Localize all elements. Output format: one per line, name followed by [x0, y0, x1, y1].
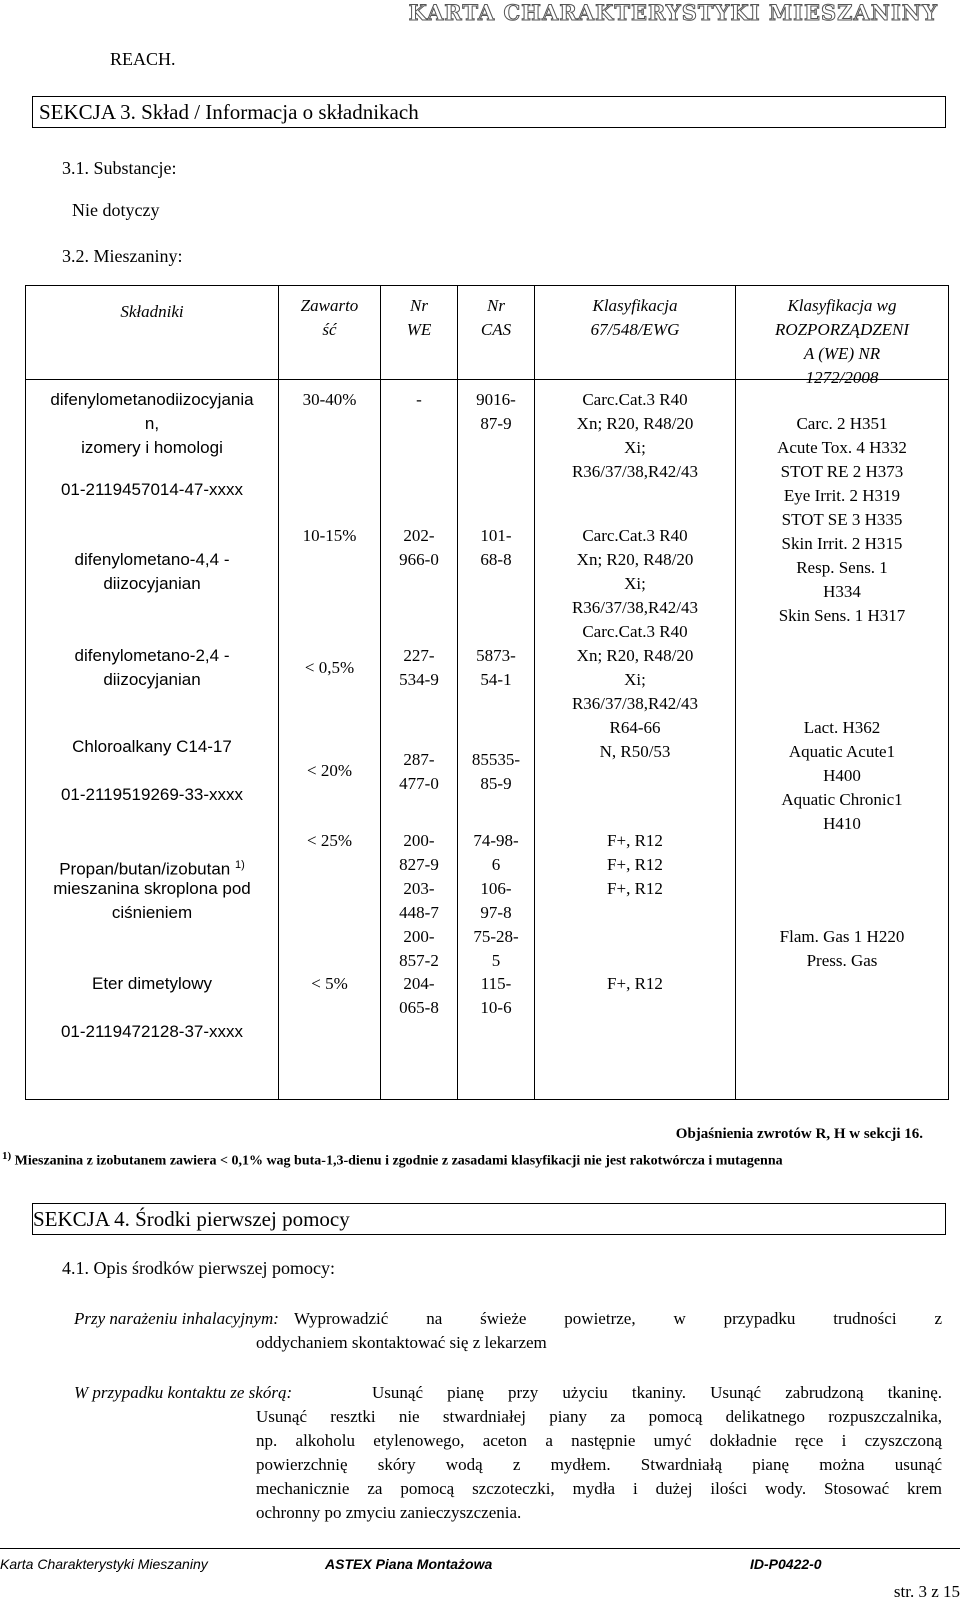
table-body-row	[26, 380, 949, 1100]
skin-contact-text-line-4: powierzchnię skóry wodą z mydłem. Stwardniałą pianę można usunąć	[256, 1455, 942, 1474]
component-6-registration: 01-2119472128-37-xxxx	[60, 1022, 244, 1041]
table-header-row	[26, 286, 949, 380]
footer-document-type: Karta Charakterystyki Mieszaniny	[0, 1556, 208, 1572]
component-4-name: Chloroalkany C14-17	[72, 737, 232, 756]
subsection-4-1-title: 4.1. Opis środków pierwszej pomocy:	[62, 1258, 335, 1278]
component-3-name: difenylometano-2,4 -	[74, 646, 230, 665]
subsection-3-1-title: 3.1. Substancje:	[62, 158, 177, 178]
column-skladniki: difenylometanodiizocyjania n, izomery i homologi 01-2119457014-47-xxxx difenylometano-4,4 - diizocyjanian difenylometano-2,4 - diizocyjanian Chloroalkany C14-17 01-2119519269-33-xxxx Propan/butan/izobutan $^{1)}$ mieszanina skroplona pod ciśnieniem Eter dimetylowy 01-2119472128-37-xxxx	[26, 380, 279, 1100]
footnote-number: 1)	[2, 1150, 12, 1162]
footnote-marker: 1)	[235, 859, 245, 871]
footnote-text: Mieszanina z izobutanem zawiera < 0,1% wag buta-1,3-dienu i zgodnie z zasadami klasyfikacji nie jest rakotwórcza i mutagenna	[14, 1153, 783, 1169]
document-header-title: KARTA CHARAKTERYSTYKI MIESZANINY	[408, 0, 938, 25]
composition-table	[25, 285, 949, 1100]
component-5-name: Propan/butan/izobutan $^{1)}$	[59, 859, 245, 879]
header-klasyfikacja-1272: Klasyfikacja wg ROZPORZĄDZENI A (WE) NR 1272/2008	[736, 286, 949, 380]
column-nr-cas: 9016- 87-9 101- 68-8 5873- 54-1 85535- 85-9 74-98- 6 106- 97-8 75-28- 5 115- 10-6	[458, 380, 535, 1100]
section-4-title: SEKCJA 4. Środki pierwszej pomocy	[33, 1206, 350, 1231]
column-klasyfikacja-1272: Carc. 2 H351 Acute Tox. 4 H332 STOT RE 2 H373 Eye Irrit. 2 H319 STOT SE 3 H335 Skin Irrit. 2 H315 Resp. Sens. 1 H334 Skin Sens. 1 H317 Lact. H362 Aquatic Acute1 H400 Aquatic Chronic1 H410 Flam. Gas 1 H220 Press. Gas	[736, 380, 949, 1100]
skin-contact-text-line-6: ochronny po zmyciu zanieczyszczenia.	[256, 1503, 522, 1522]
header-skladniki: Składniki	[26, 286, 279, 380]
content-value: 10-15%	[302, 526, 357, 545]
content-value: < 0,5%	[304, 658, 355, 677]
header-klasyfikacja-67: Klasyfikacja 67/548/EWG	[535, 286, 736, 380]
content-value: < 25%	[307, 831, 352, 850]
column-zawartosc	[279, 380, 381, 1100]
header-nr-we: Nr WE	[381, 286, 458, 380]
inhalation-text-line-2: oddychaniem skontaktować się z lekarzem	[256, 1333, 547, 1352]
content-value: < 20%	[307, 761, 352, 780]
subsection-3-2-title: 3.2. Mieszaniny:	[62, 246, 183, 266]
footer-product-name: ASTEX Piana Montażowa	[325, 1556, 493, 1572]
r-h-explanation-note: Objaśnienia zwrotów R, H w sekcji 16.	[675, 1126, 923, 1142]
header-nr-cas: Nr CAS	[458, 286, 535, 380]
column-klasyfikacja-67: Carc.Cat.3 R40 Xn; R20, R48/20 Xi; R36/37/38,R42/43 Carc.Cat.3 R40 Xn; R20, R48/20 Xi; R36/37/38,R42/43 Carc.Cat.3 R40 Xn; R20, R48/20 Xi; R36/37/38,R42/43 R64-66 N, R50/53 F+, R12 F+, R12 F+, R12 F+, R12	[535, 380, 736, 1100]
reach-label: REACH.	[110, 49, 176, 69]
inhalation-text-line-1: Wyprowadzić na świeże powietrze, w przypadku trudności z	[294, 1309, 942, 1328]
inhalation-label: Przy narażeniu inhalacyjnym:	[74, 1309, 279, 1328]
content-value: 30-40%	[302, 390, 357, 409]
footer-document-id: ID-P0422-0	[750, 1556, 822, 1572]
header-zawartosc: Zawarto ść	[279, 286, 381, 380]
footnote	[2, 1150, 783, 1170]
component-1-name: difenylometanodiizocyjania	[50, 390, 254, 409]
section-4-heading	[32, 1203, 946, 1235]
skin-contact-text-line-1: Usunąć pianę przy użyciu tkaniny. Usunąć zabrudzoną tkaninę.	[372, 1383, 942, 1402]
skin-contact-text-line-2: Usunąć resztki nie stwardniałej piany za pomocą delikatnego rozpuszczalnika,	[256, 1407, 942, 1426]
skin-contact-text-line-3: np. alkoholu etylenowego, aceton a następnie umyć dokładnie ręce i czyszczoną	[256, 1431, 942, 1450]
component-6-name: Eter dimetylowy	[92, 974, 212, 993]
section-3-title: SEKCJA 3. Skład / Informacja o składnikach	[39, 99, 419, 124]
footer-page-number: str. 3 z 15	[893, 1582, 960, 1601]
content-value: < 5%	[311, 974, 348, 993]
subsection-3-1-text: Nie dotyczy	[72, 200, 160, 220]
column-nr-we: - 202- 966-0 227- 534-9 287- 477-0 200- 827-9 203- 448-7 200- 857-2 204- 065-8	[381, 380, 458, 1100]
skin-contact-label: W przypadku kontaktu ze skórą:	[74, 1383, 293, 1402]
component-1-registration: 01-2119457014-47-xxxx	[60, 480, 244, 499]
section-3-heading	[32, 96, 946, 128]
component-4-registration: 01-2119519269-33-xxxx	[60, 785, 244, 804]
footer-divider	[0, 1548, 960, 1549]
skin-contact-text-line-5: mechanicznie za pomocą szczoteczki, mydła i dużej ilości wody. Stosować krem	[256, 1479, 942, 1498]
component-2-name: difenylometano-4,4 -	[74, 550, 230, 569]
